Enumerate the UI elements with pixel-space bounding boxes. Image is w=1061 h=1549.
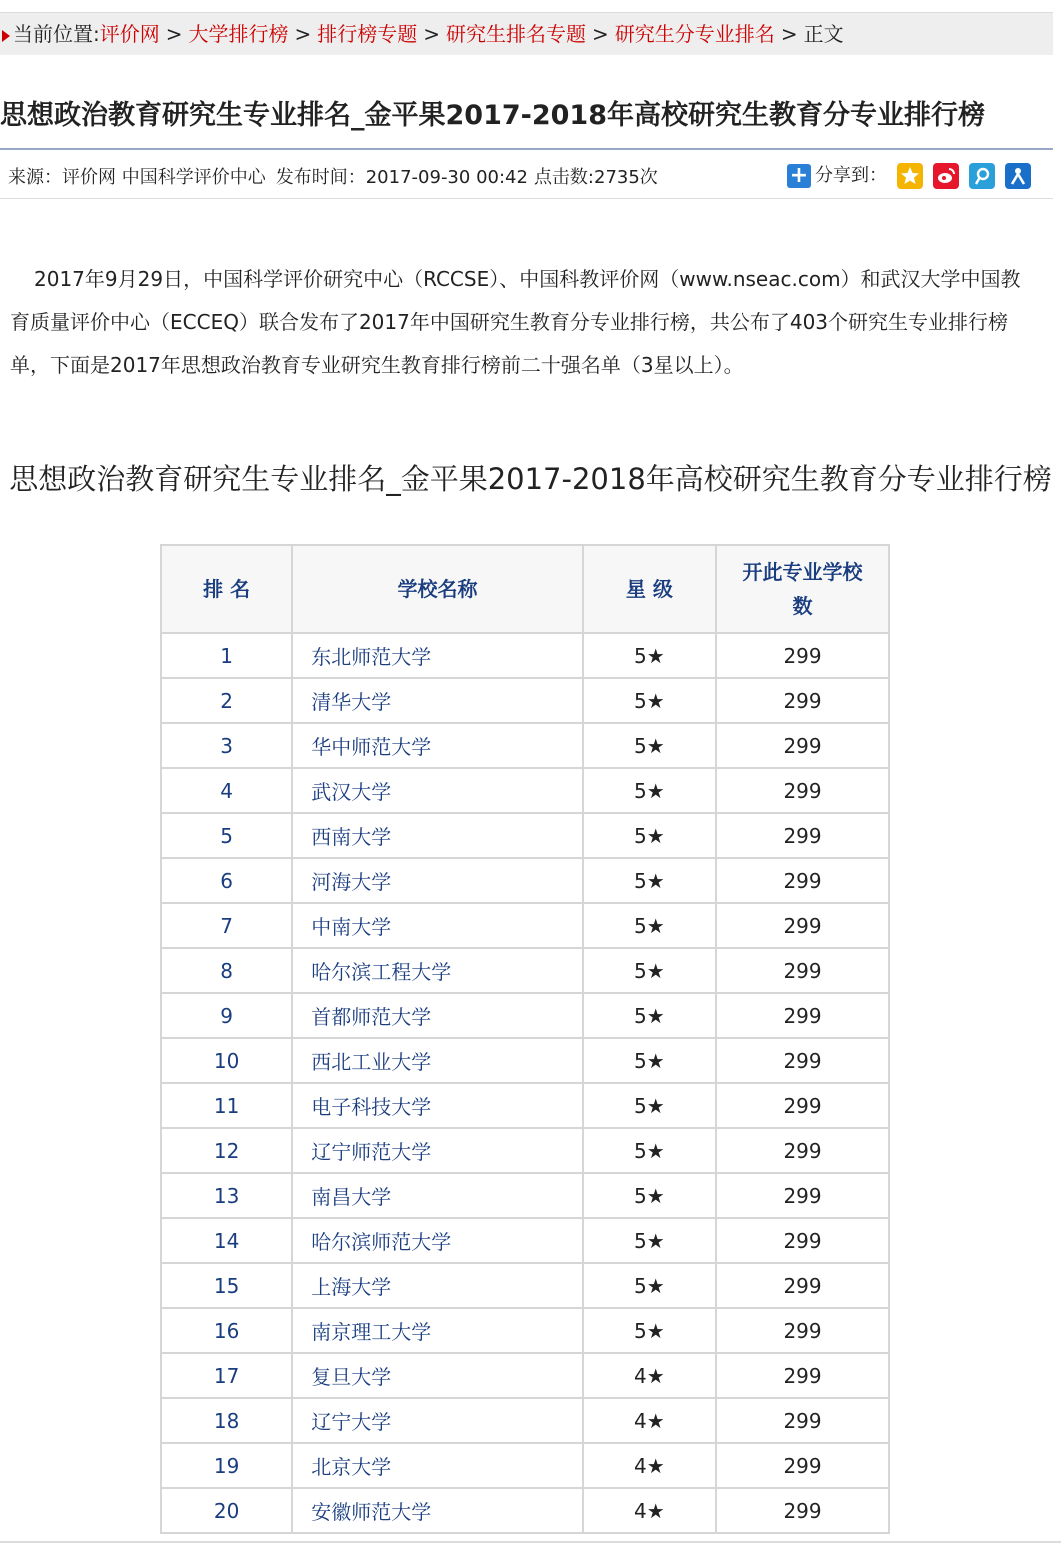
school-count-cell: 299 [716,903,889,948]
school-name-link[interactable]: 复旦大学 [292,1353,582,1398]
star-level-cell: 5★ [583,948,716,993]
school-count-cell: 299 [716,1083,889,1128]
table-row [161,1398,889,1443]
rank-cell: 13 [161,1173,292,1218]
rank-cell: 19 [161,1443,292,1488]
school-count-cell: 299 [716,1263,889,1308]
table-row [161,1488,889,1533]
rank-cell: 16 [161,1308,292,1353]
table-row [161,1263,889,1308]
table-row [161,768,889,813]
breadcrumb-arrow-icon [2,30,10,42]
school-name-link[interactable]: 清华大学 [292,678,582,723]
rank-cell: 14 [161,1218,292,1263]
breadcrumb-separator: > [592,22,609,46]
school-count-cell: 299 [716,678,889,723]
table-row [161,723,889,768]
star-level-cell: 4★ [583,1353,716,1398]
school-name-link[interactable]: 南京理工大学 [292,1308,582,1353]
breadcrumb-link-university-rankings[interactable]: 大学排行榜 [188,22,289,46]
star-level-cell: 5★ [583,1038,716,1083]
table-row [161,948,889,993]
share-plus-icon[interactable]: + [787,164,811,188]
breadcrumb-link-graduate-topics[interactable]: 研究生排名专题 [446,22,587,46]
rank-cell: 2 [161,678,292,723]
school-count-cell: 299 [716,633,889,678]
table-row [161,903,889,948]
breadcrumb-link-home[interactable]: 评价网 [99,22,160,46]
table-row [161,1218,889,1263]
school-count-cell: 299 [716,948,889,993]
school-name-link[interactable]: 安徽师范大学 [292,1488,582,1533]
school-name-link[interactable]: 河海大学 [292,858,582,903]
article-source: 来源：评价网 中国科学评价中心 [8,167,266,188]
school-count-cell: 299 [716,1488,889,1533]
star-level-cell: 4★ [583,1443,716,1488]
star-level-cell: 5★ [583,903,716,948]
table-row [161,1038,889,1083]
bottom-divider [0,1541,1061,1543]
table-row [161,1443,889,1488]
rank-cell: 3 [161,723,292,768]
school-name-link[interactable]: 南昌大学 [292,1173,582,1218]
star-level-cell: 5★ [583,678,716,723]
school-count-cell: 299 [716,1398,889,1443]
school-name-link[interactable]: 首都师范大学 [292,993,582,1038]
header-rank: 排 名 [161,545,292,633]
table-header-row [161,545,889,633]
table-row [161,1128,889,1173]
star-level-cell: 5★ [583,1083,716,1128]
star-level-cell: 5★ [583,723,716,768]
rank-cell: 1 [161,633,292,678]
school-name-link[interactable]: 武汉大学 [292,768,582,813]
breadcrumb-separator: > [780,22,798,46]
school-count-cell: 299 [716,1173,889,1218]
breadcrumb-separator: > [294,22,312,46]
school-count-cell: 299 [716,1443,889,1488]
rank-cell: 20 [161,1488,292,1533]
table-row [161,1173,889,1218]
article-meta-bar [0,148,1053,199]
star-level-cell: 5★ [583,633,716,678]
rank-cell: 17 [161,1353,292,1398]
school-count-cell: 299 [716,813,889,858]
breadcrumb-separator: > [165,22,183,46]
table-row [161,858,889,903]
rank-cell: 5 [161,813,292,858]
star-level-cell: 5★ [583,858,716,903]
table-row [161,1083,889,1128]
table-title: 思想政治教育研究生专业排名_金平果2017-2018年高校研究生教育分专业排行榜 [9,462,1052,496]
breadcrumb [0,12,1053,55]
school-name-link[interactable]: 西北工业大学 [292,1038,582,1083]
breadcrumb-link-graduate-major-rankings[interactable]: 研究生分专业排名 [614,22,775,46]
rank-cell: 18 [161,1398,292,1443]
rank-cell: 6 [161,858,292,903]
school-count-cell: 299 [716,723,889,768]
rank-cell: 8 [161,948,292,993]
breadcrumb-prefix: 当前位置: [13,22,100,46]
article-title: 思想政治教育研究生专业排名_金平果2017-2018年高校研究生教育分专业排行榜 [0,100,985,131]
breadcrumb-current: 正文 [803,22,844,46]
qzone-icon[interactable] [897,163,923,189]
school-name-link[interactable]: 哈尔滨工程大学 [292,948,582,993]
school-name-link[interactable]: 西南大学 [292,813,582,858]
star-level-cell: 5★ [583,1218,716,1263]
rank-cell: 15 [161,1263,292,1308]
article-intro: 2017年9月29日，中国科学评价研究中心（RCCSE）、中国科教评价网（www.nseac.com）和武汉大学中国教育质量评价中心（ECCEQ）联合发布了2017年中国研究生教育分专业排行榜，共公布了403个研究生专业排行榜单，下面是2017年思想政治教育专业研究生教育排行榜前二十强名单（3星以上）。 [10,267,1021,377]
weibo-icon[interactable] [933,163,959,189]
school-count-cell: 299 [716,1308,889,1353]
school-name-link[interactable]: 北京大学 [292,1443,582,1488]
renren-icon[interactable] [1005,163,1031,189]
star-level-cell: 5★ [583,813,716,858]
school-name-link[interactable]: 中南大学 [292,903,582,948]
table-row [161,678,889,723]
share-bar [787,162,1031,190]
star-level-cell: 5★ [583,993,716,1038]
rank-cell: 12 [161,1128,292,1173]
tencent-weibo-icon[interactable] [969,163,995,189]
rank-cell: 7 [161,903,292,948]
school-name-link[interactable]: 辽宁大学 [292,1398,582,1443]
school-name-link[interactable]: 辽宁师范大学 [292,1128,582,1173]
school-count-cell: 299 [716,858,889,903]
rank-cell: 11 [161,1083,292,1128]
table-row [161,633,889,678]
table-row [161,1308,889,1353]
click-count: 点击数:2735次 [533,167,658,188]
table-row [161,993,889,1038]
school-name-link[interactable]: 东北师范大学 [292,633,582,678]
ranking-table [160,544,890,1534]
star-level-cell: 5★ [583,768,716,813]
star-level-cell: 5★ [583,1128,716,1173]
star-level-cell: 4★ [583,1488,716,1533]
school-count-cell: 299 [716,993,889,1038]
rank-cell: 10 [161,1038,292,1083]
rank-cell: 9 [161,993,292,1038]
school-count-cell: 299 [716,1218,889,1263]
school-count-cell: 299 [716,1128,889,1173]
breadcrumb-separator: > [423,22,441,46]
school-name-link[interactable]: 华中师范大学 [292,723,582,768]
school-name-link[interactable]: 上海大学 [292,1263,582,1308]
publish-time: 发布时间：2017-09-30 00:42 [275,167,528,188]
header-school-name: 学校名称 [292,545,582,633]
header-star-level: 星 级 [583,545,716,633]
school-count-cell: 299 [716,1353,889,1398]
school-count-cell: 299 [716,1038,889,1083]
star-level-cell: 5★ [583,1308,716,1353]
table-row [161,1353,889,1398]
breadcrumb-link-ranking-topics[interactable]: 排行榜专题 [317,22,418,46]
school-name-link[interactable]: 电子科技大学 [292,1083,582,1128]
star-level-cell: 5★ [583,1173,716,1218]
rank-cell: 4 [161,768,292,813]
school-name-link[interactable]: 哈尔滨师范大学 [292,1218,582,1263]
table-row [161,813,889,858]
table-body [161,633,889,1533]
school-count-cell: 299 [716,768,889,813]
star-level-cell: 5★ [583,1263,716,1308]
header-school-count: 开此专业学校数 [716,545,889,633]
share-label: 分享到： [815,165,887,186]
star-level-cell: 4★ [583,1398,716,1443]
